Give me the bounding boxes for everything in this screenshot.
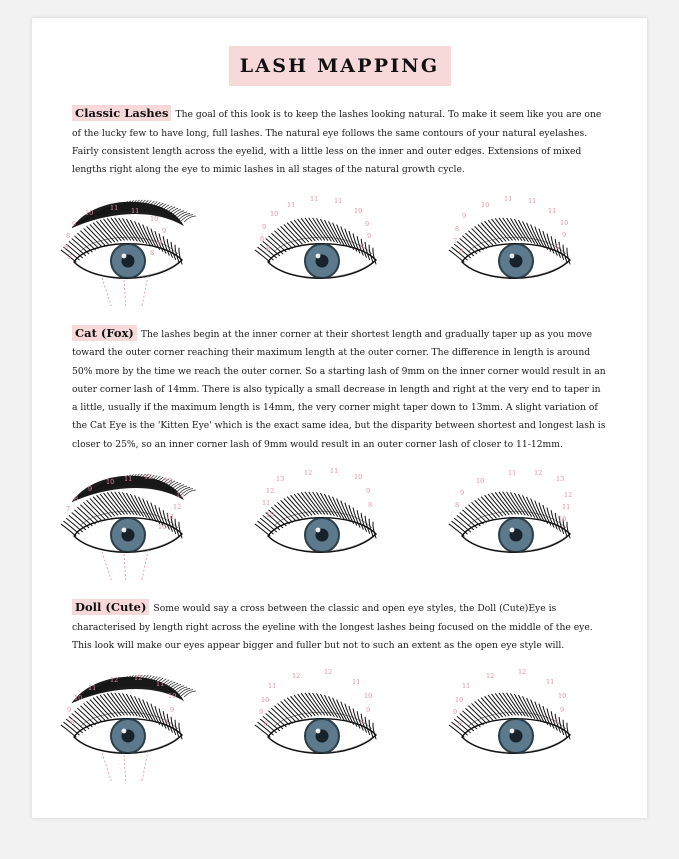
lash-length-number: 11: [88, 684, 97, 693]
section-classic-heading: Classic Lashes: [72, 105, 171, 121]
lash-length-number: 8: [266, 244, 271, 253]
lash-length-number: 10: [558, 514, 567, 523]
lash-length-number: 11: [262, 498, 271, 507]
lash-length-number: 11: [287, 200, 296, 209]
lash-length-number: 7: [68, 252, 73, 261]
lash-length-number: 10: [106, 477, 115, 486]
doll-eye-diagram-2: [252, 663, 427, 781]
cat-brow-eye-diagram: [58, 462, 233, 580]
lash-length-number: 11: [268, 682, 277, 691]
lash-length-number: 11: [508, 468, 517, 477]
section-doll-cute-paragraph: [72, 598, 607, 653]
doll-brow-eye-diagram: [58, 663, 233, 781]
lash-length-number: 8: [70, 718, 75, 727]
lash-length-number: 13: [556, 474, 565, 483]
lash-length-number: 9: [162, 226, 167, 235]
lash-length-number: 8: [455, 500, 460, 509]
lash-length-number: 10: [354, 206, 363, 215]
page-title: LASH MAPPING: [239, 55, 440, 77]
lash-length-number: 9: [453, 708, 458, 717]
lash-length-number: 12: [324, 668, 333, 677]
lash-length-number: 10: [476, 476, 485, 485]
cat-eye-diagram-3: [446, 462, 621, 580]
lash-length-number: 12: [534, 468, 543, 477]
eye-illustration: [446, 462, 621, 580]
lash-length-number: 9: [366, 486, 371, 495]
lash-length-number: 9: [88, 484, 93, 493]
lash-length-number: 8: [164, 718, 169, 727]
lash-length-number: 8: [150, 248, 155, 257]
eye-illustration: [252, 663, 427, 781]
lash-length-number: 12: [304, 468, 313, 477]
lash-length-number: 12: [173, 502, 182, 511]
section-cat-fox-paragraph: [72, 324, 607, 452]
lash-length-number: 11: [546, 678, 555, 687]
section-classic-body: The goal of this look is to keep the lashes looking natural. To make it seem like you are one of the lucky few to have long, full lashes. The natural eye follows the same contours of your natural eyelashes. Fairly consistent length across the eyelid, with a little less on the inner and outer edges. Extensions of mixed lengths right along the eye to mimic lashes in all stages of the natural growth cycle.: [72, 109, 602, 176]
lash-length-number: 9: [67, 706, 72, 715]
classic-eye-diagram-3: [446, 188, 621, 306]
lash-length-number: 13: [176, 490, 185, 499]
lash-length-number: 9: [365, 219, 370, 228]
lash-length-number: 9: [262, 222, 267, 231]
lash-length-number: 12: [486, 672, 495, 681]
section-doll-cute-heading: Doll (Cute): [72, 599, 149, 615]
lash-length-number: 10: [364, 692, 373, 701]
lash-length-number: 11: [166, 512, 175, 521]
section-cat-fox-body: The lashes begin at the inner corner at their shortest length and gradually taper up as you move toward the outer corner reaching their maximum length at the outer corner. The difference in length is around 50% more by the time we reach the outer corner. So a starting lash of 9mm on the inner corner would result in an outer corner lash of 14mm. There is also typically a small decrease in length and right at the very end to taper in a little, usually if the maximum length is 14mm, the very corner might taper down to 13mm. A slight variation of the Cat Eye is the 'Kitten Eye' which is the exact same idea, but the disparity between shortest and longest lash is closer to 25%, so an inner corner lash of 9mm would result in an outer corner lash of closer to 11-12mm.: [72, 328, 606, 450]
lash-length-number: 9: [170, 706, 175, 715]
lash-length-number: 10: [558, 692, 567, 701]
lash-length-number: 7: [453, 236, 458, 245]
eye-illustration: [446, 188, 621, 306]
lash-length-number: 10: [150, 214, 159, 223]
lash-length-number: 11: [462, 682, 471, 691]
section-classic: [32, 104, 647, 178]
lash-length-number: 11: [330, 466, 339, 475]
lash-length-number: 8: [66, 231, 71, 240]
lash-length-number: 12: [266, 486, 275, 495]
section-doll-cute-body: Some would say a cross between the classic and open eye styles, the Doll (Cute)Eye is characterised by length right across the eyeline with the longest lashes being focused on the middle of the eye. This look will make our eyes appear bigger and fuller but not to such an extent as the open eye style will.: [72, 602, 593, 651]
lash-length-number: 9: [560, 706, 565, 715]
lash-length-number: 11: [528, 196, 537, 205]
lash-length-number: 9: [556, 242, 561, 251]
classic-brow-eye-diagram: [58, 188, 233, 306]
doll-cute-diagram-row: [32, 663, 647, 781]
lash-length-number: 9: [259, 708, 264, 717]
lash-length-number: 8: [264, 720, 269, 729]
lash-length-number: 10: [261, 696, 270, 705]
lash-length-number: 10: [455, 696, 464, 705]
lash-length-number: 12: [564, 490, 573, 499]
classic-diagram-row: [32, 188, 647, 306]
lash-length-number: 9: [462, 211, 467, 220]
section-classic-paragraph: [72, 104, 607, 178]
lash-length-number: 11: [504, 194, 513, 203]
page-title-banner: [229, 46, 451, 86]
lash-length-number: 11: [334, 196, 343, 205]
classic-eye-diagram-2: [252, 188, 427, 306]
cat-eye-diagram-2: [252, 462, 427, 580]
lash-length-number: 12: [292, 672, 301, 681]
lash-length-number: 9: [562, 230, 567, 239]
lash-length-number: 8: [459, 246, 464, 255]
lash-length-number: 10: [266, 510, 275, 519]
lash-length-number: 10: [168, 692, 177, 701]
eye-illustration: [58, 663, 233, 781]
doll-eye-diagram-3: [446, 663, 621, 781]
lash-length-number: 9: [366, 706, 371, 715]
lash-length-number: 8: [368, 500, 373, 509]
lash-length-number: 8: [64, 242, 69, 251]
lash-length-number: 11: [548, 206, 557, 215]
lash-length-number: 12: [144, 472, 153, 481]
lash-length-number: 11: [131, 206, 140, 215]
eye-illustration: [58, 188, 233, 306]
lash-length-number: 8: [360, 718, 365, 727]
lash-length-number: 7: [66, 504, 71, 513]
lash-length-number: 8: [455, 224, 460, 233]
lash-length-number: 9: [72, 219, 77, 228]
lash-length-number: 11: [156, 680, 165, 689]
lash-length-number: 12: [110, 676, 119, 685]
lash-length-number: 8: [260, 234, 265, 243]
lash-length-number: 10: [354, 472, 363, 481]
lash-length-number: 10: [560, 218, 569, 227]
lash-length-number: 12: [518, 668, 527, 677]
section-cat-fox-heading: Cat (Fox): [72, 325, 137, 341]
lash-length-number: 8: [554, 718, 559, 727]
eye-illustration: [252, 188, 427, 306]
lash-length-number: 10: [74, 694, 83, 703]
lash-length-number: 12: [134, 674, 143, 683]
lash-length-number: 10: [158, 522, 167, 531]
document-sheet: [32, 18, 647, 818]
section-cat-fox: [32, 324, 647, 452]
lash-length-number: 13: [276, 474, 285, 483]
lash-length-number: 9: [367, 231, 372, 240]
lash-length-number: 13: [164, 476, 173, 485]
lash-length-number: 10: [481, 200, 490, 209]
lash-length-number: 11: [310, 194, 319, 203]
lash-length-number: 9: [460, 488, 465, 497]
lash-length-number: 11: [124, 474, 133, 483]
lash-length-number: 8: [458, 720, 463, 729]
eye-illustration: [446, 663, 621, 781]
cat-fox-diagram-row: [32, 462, 647, 580]
lash-length-number: 10: [85, 208, 94, 217]
section-doll-cute: [32, 598, 647, 653]
lash-length-number: 8: [74, 494, 79, 503]
lash-length-number: 11: [562, 502, 571, 511]
lash-length-number: 10: [270, 209, 279, 218]
lash-length-number: 8: [360, 242, 365, 251]
lash-length-number: 9: [158, 238, 163, 247]
lash-length-number: 11: [352, 678, 361, 687]
lash-length-number: 11: [110, 203, 119, 212]
